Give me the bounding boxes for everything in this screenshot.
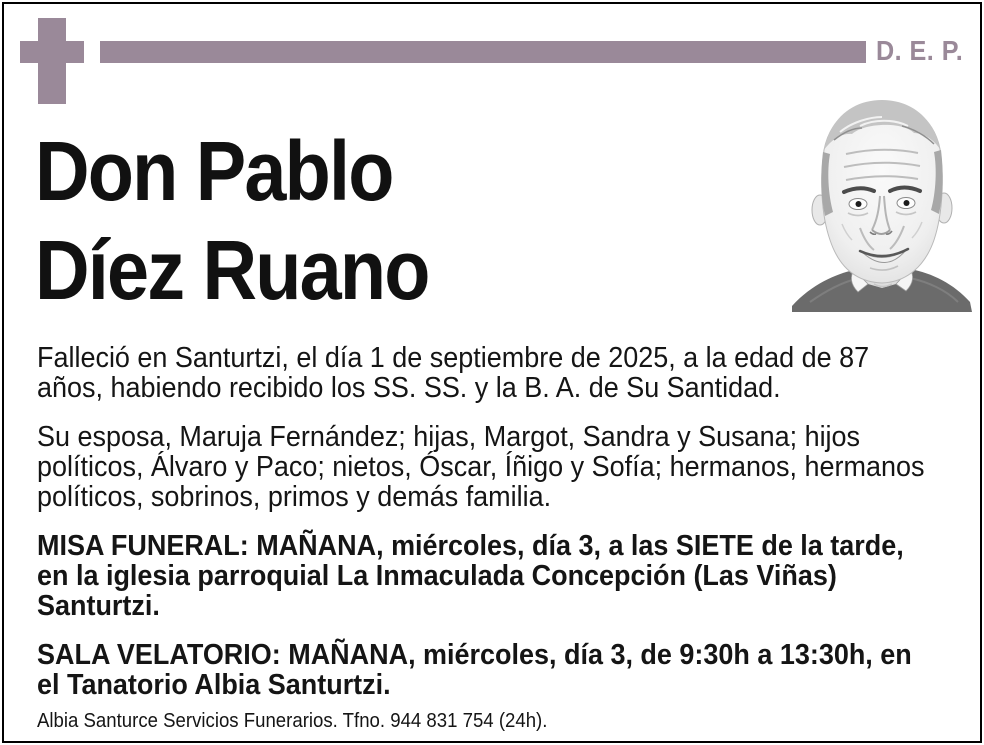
text-line: SALA VELATORIO: MAÑANA, miércoles, día 3, de 9:30h a 13:30h, en — [37, 639, 912, 671]
death-notice-paragraph — [37, 343, 976, 403]
text-line: Su esposa, Maruja Fernández; hijas, Margot, Sandra y Susana; hijos — [37, 421, 861, 453]
deceased-name-line2: Díez Ruano — [35, 223, 429, 317]
text-line: años, habiendo recibido los SS. SS. y la B. A. de Su Santidad. — [37, 372, 781, 404]
text-line: el Tanatorio Albia Santurtzi. — [37, 669, 391, 701]
text-line: políticos, Álvaro y Paco; nietos, Óscar, Íñigo y Sofía; hermanos, hermanos — [37, 451, 925, 483]
deceased-name — [35, 122, 429, 320]
dep-label: D. E. P. — [876, 35, 964, 66]
text-line: políticos, sobrinos, primos y demás familia. — [37, 481, 552, 513]
funeral-mass-paragraph — [37, 531, 976, 621]
cross-horizontal-bar — [20, 41, 84, 63]
text-line: Santurtzi. — [37, 590, 160, 622]
text-line: Falleció en Santurtzi, el día 1 de septiembre de 2025, a la edad de 87 — [37, 342, 870, 374]
notice-body — [37, 343, 976, 734]
divider-rule — [100, 41, 866, 63]
deceased-name-line1: Don Pablo — [35, 124, 393, 218]
funeral-home-footer: Albia Santurce Servicios Funerarios. Tfno. 944 831 754 (24h). — [37, 710, 548, 732]
text-line: en la iglesia parroquial La Inmaculada Concepción (Las Viñas) — [37, 560, 837, 592]
wake-room-paragraph — [37, 640, 976, 700]
family-paragraph — [37, 422, 976, 512]
elderly-man-portrait — [790, 92, 974, 312]
text-line: MISA FUNERAL: MAÑANA, miércoles, día 3, a las SIETE de la tarde, — [37, 530, 904, 562]
obituary-notice — [2, 2, 982, 743]
portrait-photo — [790, 92, 974, 312]
